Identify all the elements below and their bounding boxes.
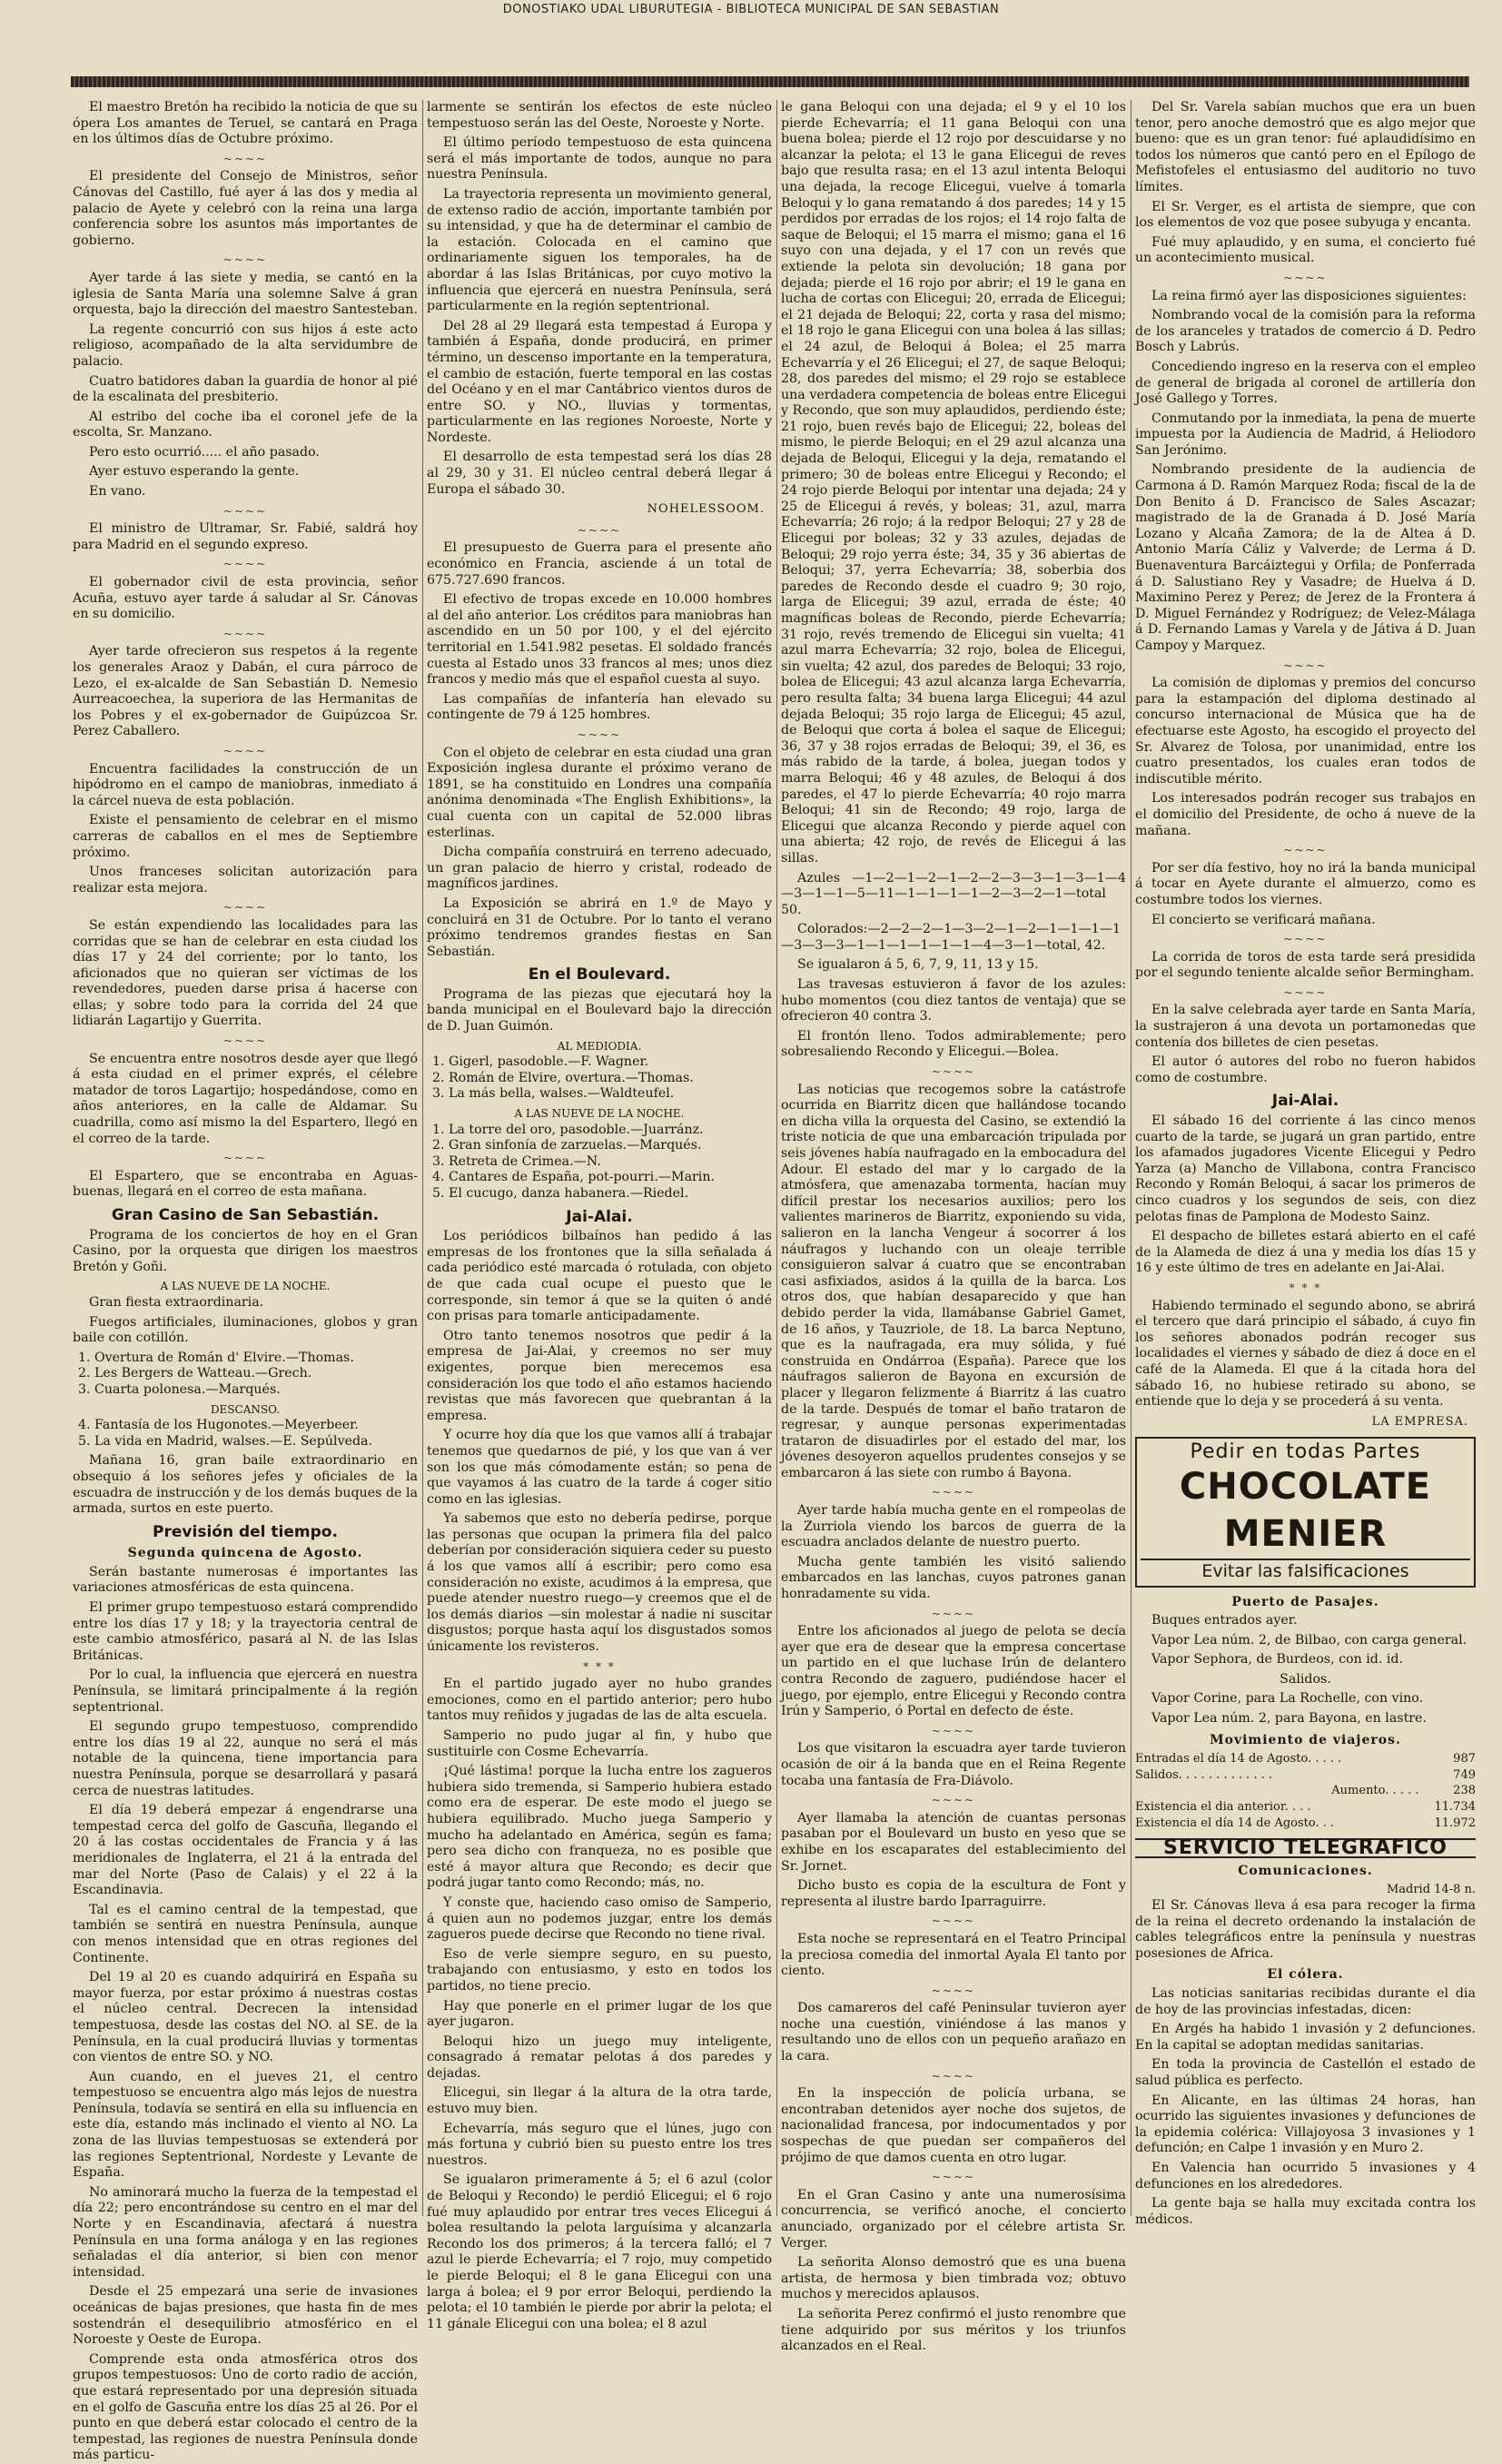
paragraph: Conmutando por la inmediata, la pena de muerte impuesta por la Audiencia de Madrid, á Heliodoro San Jerónimo. [1135,411,1476,458]
paragraph: Las travesas estuvieron á favor de los azules: hubo momentos (cou diez tantos de ventaja) que se ofrecieron 40 contra 3. [781,977,1126,1024]
paragraph: El presupuesto de Guerra para el presente año económico en Francia, asciende á un total de 675.727.690 francos. [427,540,772,588]
paragraph: Por lo cual, la influencia que ejercerá en nuestra Península, se limitará principalmente á la región septentrional. [73,1667,418,1715]
paragraph: El ministro de Ultramar, Sr. Fabié, saldrá hoy para Madrid en el segundo expreso. [73,521,418,552]
paragraph: Buques entrados ayer. [1151,1613,1298,1628]
row-value: 987 [1453,1752,1476,1766]
paragraph: Comprende esta onda atmosférica otros dos grupos tempestuosos: Uno de corto radio de acción, que estará representado por una depresión situada en el golfo de Gascuña entre los días 25 al 26. Por el punto en que deberá estar colocado el centro de la tempestad, las regiones de nuestra Península donde más particu- [73,2351,418,2463]
program-list [73,1418,418,1450]
row-value: 238 [1453,1784,1476,1798]
program-item: 1. Overtura de Román d' Elvire.—Thomas. [94,1351,418,1367]
travelers-table [1135,1751,1476,1831]
separator-flourish: ~~~~ [931,2171,976,2184]
paragraph: Concediendo ingreso en la reserva con el empleo de general de brigada al coronel de artillería don José Gallego y Torres. [1135,359,1476,407]
row-label: Existencia el dia anterior. . . . [1135,1800,1311,1815]
paragraph: Ayer tarde había mucha gente en el rompeolas de la Zurriola viendo los barcos de guerra de la escuadra anclados delante de nuestro puerto. [781,1503,1126,1550]
separator-flourish: * * * [1289,1281,1322,1294]
separator-flourish: ~~~~ [931,1794,976,1807]
paragraph: Las noticias que recogemos sobre la catástrofe ocurrida en Biarritz dicen que hallándose tocando en dicha villa la orquesta del Casino, se extendió la triste noticia de que una embarcación tripulada por seis jóvenes había naufragado en la embocadura del Adour. El estado del mar y lo cargado de la atmósfera, que amenazaba tormenta, hacían muy difícil prestar los necesarios auxilios; pero los valientes marineros de Biarritz, exponiendo su vida, salieron en la lancha Vengeur á socorrer á los náufragos y luchando con un oleaje terrible consiguieron salvar á cuatro que se encontraban casi asfixiados, asidos á la quilla de la barca. Los otros dos, que habían desaparecido y que han debido perder la vida, llamábanse Gabriel Gamet, de 16 años, y Tauzriole, de 18. La barca Neptuno, que es la naufragada, era muy sólida, y fué construida en Ondárroa (España). Parece que los náufragos salieron de Bayona en excursión de placer y llegaron felizmente á Biarritz á las cuatro de la tarde. Después de tomar el baño trataron de regresar, y aunque personas experimentadas trataron de disuadirles por el estado del mar, los jóvenes desoyeron aquellos prudentes consejos y se embarcaron á las siete con rumbo á Bayona. [781,1082,1126,1480]
paragraph: El Sr. Cánovas lleva á esa para recoger la firma de la reina el decreto ordenando la instalación de cables telegráficos entre la península y nuestras posesiones de Africa. [1135,1898,1476,1961]
separator-flourish: ~~~~ [931,1065,976,1079]
row-label: Aumento. . . . . [1331,1784,1419,1798]
program-list [427,1123,772,1202]
paragraph: Cuatro batidores daban la guardia de honor al pié de la escalinata del presbiterio. [73,373,418,405]
separator-flourish: ~~~~ [931,1984,976,1997]
paragraph: En Argés ha habido 1 invasión y 2 defunciones. En la capital se adoptan medidas sanitarias. [1135,2022,1476,2053]
program-item: 3. Cuarta polonesa.—Marqués. [94,1382,418,1399]
paragraph: Ayer llamaba la atención de cuantas personas pasaban por el Boulevard un busto en yeso que se exhibe en los escaparates del establecimiento del Sr. Jornet. [781,1810,1126,1874]
paragraph: En la inspección de policía urbana, se encontraban detenidos ayer noche dos sujetos, de nacionalidad francesa, por indocumentados y por sospechas de que puedan ser compañeros del prójimo de que damos cuenta en otro lugar. [781,2086,1126,2165]
paragraph: En la salve celebrada ayer tarde en Santa María, la sustrajeron á una devota un portamonedas que contenía dos billetes de cien pesetas. [1135,1003,1476,1050]
column-1 [73,100,418,2463]
paragraph: Del Sr. Varela sabían muchos que era un buen tenor, pero anoche demostró que es algo mejor que bueno: que es un gran tenor: fué aplaudidísimo en todos los números que cantó pero en el Epílogo de Mefistofeles el entusiasmo del auditorio no tuvo límites. [1135,100,1476,194]
paragraph: Por ser día festivo, hoy no irá la banda municipal á tocar en Ayete durante el almuerzo, como es costumbre todos los viernes. [1135,860,1476,907]
separator-flourish: ~~~~ [1283,271,1328,284]
paragraph: Vapor Corine, para La Rochelle, con vino. [1151,1691,1424,1707]
paragraph: Unos franceses solicitan autorización para realizar esta mejora. [73,865,418,896]
separator-flourish: ~~~~ [931,1915,976,1928]
section-heading-casino: Gran Casino de San Sebastián. [111,1206,380,1224]
column-3 [781,100,1126,2354]
section-heading-weather: Previsión del tiempo. [153,1522,338,1541]
paragraph: Elicegui, sin llegar á la altura de la otra tarde, estuvo muy bien. [427,2085,772,2117]
paragraph: El segundo grupo tempestuoso, comprendido entre los días 19 al 22, aunque no será el más notable de la quincena, tiene importancia para nuestra Península, porque se desarrollará y pasará cerca de nuestras latitudes. [73,1719,418,1798]
separator-flourish: ~~~~ [577,727,622,741]
paragraph: Mañana 16, gran baile extraordinario en obsequio á los señores jefes y oficiales de la escuadra de instrucción y de los demás buques de la armada, surtos en este puerto. [73,1453,418,1517]
program-item: 4. Fantasía de los Hugonotes.—Meyerbeer. [94,1418,418,1434]
row-value: 749 [1453,1767,1476,1782]
program-item: 5. La vida en Madrid, walses.—E. Sepúlveda. [94,1434,418,1450]
paragraph: En Alicante, en las últimas 24 horas, han ocurrido las siguientes invasiones y defunciones de la epidemia colérica: Villajoyosa 3 invasiones y 1 defunción; en Calpe 1 invasión y en Muro 2. [1135,2093,1476,2156]
paragraph: Ayer tarde ofrecieron sus respetos á la regente los generales Araoz y Dabán, el cura párroco de Lezo, el ex-alcalde de San Sebastián D. Nemesio Aurreacoechea, la superiora de las Hermanitas de los Pobres y el ex-gobernador de Guipúzcoa Sr. Perez Caballero. [73,644,418,739]
paragraph: Las noticias sanitarias recibidas durante el dia de hoy de las provincias infestadas, dicen: [1135,1985,1476,2017]
section-subheading: Segunda quincena de Agosto. [127,1546,363,1561]
paragraph: Los periódicos bilbaínos han pedido á las empresas de los frontones que la silla señalada á cada periódico esté marcada ó rotulada, con objeto de que cada cual ocupe el puesto que le corresponde, sin temor á que se la quiten ó andé con prisas para tomarle anticipadamente. [427,1229,772,1324]
paragraph: Samperio no pudo jugar al fin, y hubo que sustituirle con Cosme Echevarría. [427,1728,772,1759]
program-item: 1. La torre del oro, pasodoble.—Juarránz. [449,1123,772,1139]
paragraph: Tal es el camino central de la tempestad, que también se sentirá en nuestra Península, aunque con menos intensidad que en otras regiones del Continente. [73,1902,418,1965]
paragraph: Se igualaron á 5, 6, 7, 9, 11, 13 y 15. [797,957,1039,973]
paragraph: El frontón lleno. Todos admirablemente; pero sobresaliendo Recondo y Elicegui.—Bolea. [781,1028,1126,1060]
paragraph: El despacho de billetes estará abierto en el café de la Alameda de diez á una y media los días 15 y 16 y este último de tres en adelante en Jai-Alai. [1135,1229,1476,1276]
chocolate-menier-ad [1135,1437,1476,1587]
separator-flourish: ~~~~ [222,504,268,518]
paragraph: La señorita Alonso demostró que es una buena artista, de hermosa y bien timbrada voz; obtuvo muchos y merecidos aplausos. [781,2255,1126,2302]
paragraph: El Espartero, que se encontraba en Aguas-buenas, llegará en el correo de esta mañana. [73,1168,418,1200]
separator-flourish: ~~~~ [1283,985,1328,999]
paragraph: Los interesados podrán recoger sus trabajos en el domicilio del Presidente, de ocho á nueve de la mañana. [1135,791,1476,838]
paragraph: La Exposición se abrirá en 1.º de Mayo y concluirá en 31 de Octubre. Por lo tanto el verano próximo tendremos grandes fiestas en San Sebastián. [427,896,772,959]
paragraph: Hay que ponerle en el primer lugar de los que ayer jugaron. [427,1998,772,2030]
paragraph: Dos camareros del café Peninsular tuvieron ayer noche una cuestión, viniéndose á las manos y resultando uno de ellos con un pequeño arañazo en la cara. [781,2001,1126,2064]
paragraph: Gran fiesta extraordinaria. [89,1294,264,1310]
paragraph: Vapor Lea núm. 2, para Bayona, en lastre. [1151,1711,1427,1727]
section-heading-jaialai: Jai-Alai. [566,1207,633,1226]
program-item: 4. Cantares de España, pot-pourri.—Marin. [449,1170,772,1186]
section-heading-port: Puerto de Pasajes. [1231,1594,1379,1609]
paragraph: Ya sabemos que esto no debería pedirse, porque las personas que ocupan la primera fila del palco deberían por consideración siquiera ceder su puesto á los que vamos allí á escribir; pero como esa consideración no existe, acudimos á la empresa, que puede atender nuestro ruego—y creemos que el de los demás diarios —sin molestar á nadie ni suscitar disgustos; porque hasta aquí los disgustados somos únicamente los revisteros. [427,1511,772,1655]
column-2 [427,100,772,2331]
paragraph: Fuegos artificiales, iluminaciones, globos y gran baile con cotillón. [73,1314,418,1346]
paragraph: Vapor Sephora, de Burdeos, con id. id. [1151,1652,1404,1667]
paragraph: Otro tanto tenemos nosotros que pedir á la empresa de Jai-Alai, y creemos no ser muy exigentes, porque bien merecemos esa consideración los que todo el año estamos haciendo revistas que más favorecen que quebrantan á la empresa. [427,1328,772,1423]
ad-warning: Evitar las falsificaciones [1141,1559,1470,1580]
separator-flourish: ~~~~ [577,523,622,537]
separator-flourish: ~~~~ [222,1034,268,1048]
table-row [1135,1751,1476,1767]
separator-flourish: ~~~~ [222,253,268,267]
archive-header: DONOSTIAKO UDAL LIBURUTEGIA - BIBLIOTECA MUNICIPAL DE SAN SEBASTIAN [502,3,1000,16]
paragraph: Programa de los conciertos de hoy en el Gran Casino, por la orquesta que dirigen los maestros Bretón y Goñi. [73,1227,418,1274]
table-row [1135,1816,1476,1832]
paragraph: En toda la provincia de Castellón el estado de salud pública es perfecto. [1135,2057,1476,2088]
program-time: A LAS NUEVE DE LA NOCHE. [514,1107,685,1121]
separator-flourish: ~~~~ [222,152,268,165]
paragraph: La gente baja se halla muy excitada contra los médicos. [1135,2196,1476,2227]
paragraph: La comisión de diplomas y premios del concurso para la estampación del diploma destinado al concurso internacional de Música que ha de efectuarse este Agosto, ha escogido el proyecto del Sr. Alvarez de Tolosa, por unanimidad, entre los cuatro presentados, los cuales eran todos de indiscutible mérito. [1135,676,1476,787]
paragraph: La regente concurrió con sus hijos á este acto religioso, acompañado de la alta servidumbre de palacio. [73,322,418,369]
paragraph: Entre los aficionados al juego de pelota se decía ayer que era de desear que la empresa concertase un partido en el que luchase Irún de delantero contra Recondo de zaguero, pudiéndose hacer el juego, por ejemplo, entre Elicegui y Recondo contra Irún y Samperio, ó Portal en defecto de éste. [781,1624,1126,1719]
paragraph: Eso de verle siempre seguro, en su puesto, trabajando con entusiasmo, y esto en todos los partidos, no tiene precio. [427,1946,772,1994]
paragraph: Nombrando presidente de la audiencia de Carmona á D. Ramón Marquez Roda; fiscal de la de Don Benito á D. Francisco de Sales Ascazar; magistrado de la de Granada á D. José María Lozano y Alcaña Zamora; de la de Altea á D. Antonio María Cáliz y Valverde; de Lerma á D. Buenaventura Barcáiztegui y Orfila; de Ponferrada á D. Salustiano Rey y Vasadre; de Huelva á D. Maximino Perez y Perez; de Jerez de la Frontera á D. Miguel Fernández y Rodríguez; de Velez-Málaga á D. Fernando Lamas y Varela y de Játiva á D. Juan Campoy y Marquez. [1135,462,1476,653]
paragraph: El día 19 deberá empezar á engendrarse una tempestad cerca del golfo de Gascuña, llegando el 20 á las costas occidentales de Francia y á las meridionales de Inglaterra, el 21 á la entrada del mar del Norte (Paso de Calais) y el 22 á la Escandinavia. [73,1803,418,1898]
paragraph: Se encuentra entre nosotros desde ayer que llegó á esta ciudad en el primer exprés, el célebre matador de toros Lagartijo; hospedándose, como en años anteriores, en la calle de Aldamar. Su cuadrilla, como así mismo la del Espartero, llegó en el correo de la tarde. [73,1051,418,1146]
paragraph: Del 28 al 29 llegará esta tempestad á Europa y también á España, donde producirá, en primer término, un descenso importante en la temperatura, el cambio de estación, fuerte temporal en las costas del Océano y en el mar Cantábrico vientos duros de entre SO. y NO., lluvias y tormentas, particularmente en las regiones Noroeste, Norte y Nordeste. [427,318,772,445]
program-time: A LAS NUEVE DE LA NOCHE. [160,1280,331,1293]
separator-flourish: ~~~~ [222,1152,268,1165]
separator-flourish: ~~~~ [931,1724,976,1737]
program-list [427,1054,772,1103]
paragraph: Se están expendiendo las localidades para las corridas que se han de celebrar en esta ciudad los días 17 y 24 del corriente; por lo tanto, los aficionados que no quieran ser víctimas de los revendedores, pueden darse prisa á hacerse con ellas; y sobre todo para la corrida del 24 que lidiarán Lagartijo y Guerrita. [73,917,418,1029]
paragraph: Vapor Lea núm. 2, de Bilbao, con carga general. [1151,1632,1467,1648]
paragraph: Nombrando vocal de la comisión para la reforma de los aranceles y tratados de comercio á D. Pedro Bosch y Labrús. [1135,308,1476,355]
paragraph: Y conste que, haciendo caso omiso de Samperio, á quien aun no podemos juzgar, entre los demás zagueros puede decirse que Recondo no tiene rival. [427,1895,772,1943]
column-divider [776,100,777,2216]
section-heading-travelers: Movimiento de viajeros. [1210,1732,1401,1747]
column-4 [1135,100,1476,2225]
paragraph: Encuentra facilidades la construcción de un hipódromo en el campo de maniobras, inmediato á la cárcel nueva de esta población. [73,761,418,808]
row-label: Entradas el día 14 de Agosto. . . . . [1135,1752,1342,1766]
row-label: Existencia el día 14 de Agosto. . . [1135,1816,1335,1830]
separator-flourish: ~~~~ [222,744,268,757]
paragraph: Con el objeto de celebrar en esta ciudad una gran Exposición inglesa durante el próximo verano de 1891, se ha constituido en Londres una compañía anónima denominada «The English Exhibitions», la cual cuenta con un capital de 52.000 libras esterlinas. [427,745,772,840]
program-item: 5. El cucugo, danza habanera.—Riedel. [449,1186,772,1202]
paragraph: Las compañías de infantería han elevado su contingente de 79 á 125 hombres. [427,691,772,723]
program-break: DESCANSO. [210,1402,281,1416]
paragraph: Dicha compañía construirá en terreno adecuado, un gran palacio de hierro y cristal, rodeado de magníficos jardines. [427,845,772,892]
table-row [1135,1799,1476,1816]
dateline: Madrid 14-8 n. [1386,1883,1476,1897]
paragraph: La señorita Perez confirmó el justo renombre que tiene adquirido por sus méritos y los triunfos alcanzados en el Real. [781,2306,1126,2354]
program-time: AL MEDIODIA. [557,1039,642,1053]
masthead-rule [71,76,1469,87]
separator-flourish: ~~~~ [222,627,268,640]
paragraph: El Sr. Verger, es el artista de siempre, que con los elementos de voz que posee subyuga y encanta. [1135,199,1476,231]
section-heading-telegraph: SERVICIO TELEGRAFICO [1135,1838,1476,1858]
paragraph: Ayer tarde á las siete y media, se cantó en la iglesia de Santa María una solemne Salve á gran orquesta, bajo la dirección del maestro Santesteban. [73,270,418,318]
program-list [73,1351,418,1399]
paragraph: Salidos. [1280,1671,1331,1687]
separator-flourish: ~~~~ [1283,933,1328,946]
paragraph: En el Gran Casino y ante una numerosísima concurrencia, se verificó anoche, el concierto anunciado, organizado por el célebre artista Sr. Verger. [781,2187,1126,2251]
section-heading-boulevard: En el Boulevard. [528,965,671,985]
ad-tagline: Pedir en todas Partes [1190,1440,1421,1464]
paragraph: Del 19 al 20 es cuando adquirirá en España su mayor fuerza, por estar próximo á nuestras costas el núcleo central. Decrecen la intensidad tempestuosa, desde las costas del NO. al SE. de la Península, en la cual producirá lluvias y tormentas con vientos de entre SO. y NO. [73,1970,418,2065]
paragraph: El sábado 16 del corriente á las cinco menos cuarto de la tarde, se jugará un gran partido, entre los afamados jugadores Vicente Elicegui y Pedro Yarza (a) Mancho de Villabona, contra Francisco Recondo y Román Beloqui, á sacar los primeros de cinco cuadros y los segundos de seis, con diez pelotas finas de Pamplona de Modesto Sainz. [1135,1113,1476,1224]
program-item: 2. Les Bergers de Watteau.—Grech. [94,1366,418,1382]
paragraph: El efectivo de tropas excede en 10.000 hombres al del año anterior. Los créditos para maniobras han ascendido en un 50 por 100, y el del ejército territorial en 1.541.982 pesetas. El soldado francés cuesta al Estado unos 33 francos al mes; unos diez francos y medio más que el español cuesta al suyo. [427,592,772,688]
paragraph: Habiendo terminado el segundo abono, se abrirá el tercero que dará principio el sábado, á cuyo fin los señores abonados podrán recoger sus localidades el viernes y sábado de diez á doce en el café de la Alameda. El que á la citada hora del sábado 16, no hubiese retirado su abono, se entiende que lo deja y se procederá á su venta. [1135,1298,1476,1410]
paragraph: Programa de las piezas que ejecutará hoy la banda municipal en el Boulevard bajo la dirección de D. Juan Guimón. [427,986,772,1034]
row-value: 11.734 [1434,1800,1476,1815]
separator-flourish: ~~~~ [1283,844,1328,857]
separator-flourish: ~~~~ [222,558,268,571]
separator-flourish: ~~~~ [931,1486,976,1499]
paragraph: Azules —1—2—1—2—1—2—2—3—3—1—3—1—4—3—1—1—5—11—1—1—1—1—2—3—2—1—total 50. [781,870,1126,917]
paragraph: Fué muy aplaudido, y en suma, el concierto fué un acontecimiento musical. [1135,234,1476,266]
paragraph: Pero esto ocurrió..... el año pasado. [89,444,320,460]
ad-brand: MENIER [1223,1512,1388,1555]
paragraph: Al estribo del coche iba el coronel jefe de la escolta, Sr. Manzano. [73,409,418,440]
program-item: 3. Retreta de Crimea.—N. [449,1154,772,1171]
paragraph: Beloqui hizo un juego muy inteligente, consagrado á rematar pelotas á dos paredes y dejadas. [427,2034,772,2081]
paragraph: Colorados:—2—2—2—1—3—2—1—2—1—1—1—1—3—3—3—1—1—1—1—1—1—4—3—1—total, 42. [781,922,1121,953]
section-heading-jaialai: Jai-Alai. [1271,1092,1339,1111]
separator-flourish: ~~~~ [1283,658,1328,672]
row-label: Salidos. . . . . . . . . . . . . [1135,1767,1273,1782]
paragraph: Existe el pensamiento de celebrar en el mismo carreras de caballos en el mes de Septiembre próximo. [73,813,418,860]
table-row [1135,1767,1476,1784]
program-item: 1. Gigerl, pasodoble.—F. Wagner. [449,1054,772,1071]
paragraph: Ayer estuvo esperando la gente. [89,464,300,480]
paragraph: Esta noche se representará en el Teatro Principal la preciosa comedia del inmortal Ayala El tanto por ciento. [781,1931,1126,1979]
row-value: 11.972 [1434,1816,1476,1830]
paragraph: El presidente del Consejo de Ministros, señor Cánovas del Castillo, fué ayer á las dos y media al palacio de Ayete y celebró con la reina una larga conferencia sobre los asuntos más importantes de gobierno. [73,169,418,248]
section-subheading: El cólera. [1267,1967,1344,1983]
paragraph: En Valencia han ocurrido 5 invasiones y 4 defunciones en los alrededores. [1135,2160,1476,2192]
column-divider [422,100,423,2216]
section-subheading: Comunicaciones. [1238,1863,1373,1878]
paragraph: Dicho busto es copia de la escultura de Font y representa al ilustre bardo Iparraguirre. [781,1878,1126,1909]
paragraph: La trayectoria representa un movimiento general, de extenso radio de acción, importante también por su intensidad, y que ha de determinar el cambio de la estación. Colocada en el camino que ordinariamente siguen los temporales, ha de abordar á las Islas Británicas, por cuyo motivo la influencia que ejercerá en nuestra Península, será particularmente en la región septentrional. [427,186,772,314]
paragraph: El último período tempestuoso de esta quincena será el más importante de todos, aunque no para nuestra Península. [427,135,772,183]
paragraph: Y ocurre hoy día que los que vamos allí á trabajar tenemos que quedarnos de pié, y los que van á ver son los que más cómodamente están; so pena de que vayamos á las cuatro de la tarde á coger sitio como en las iglesias. [427,1428,772,1507]
program-item: 2. Gran sinfonía de zarzuelas.—Marqués. [449,1138,772,1154]
paragraph: ¡Qué lástima! porque la lucha entre los zagueros hubiera sido tremenda, si Samperio hubiera estado como era de esperar. De este modo el juego se hubiera equilibrado. Mucho juega Samperio y mucho ha adelantado en América, según es fama; pero sea dicho con franqueza, no es posible que esté á mayor altura que Recondo; es decir que podrá jugar tanto como Recondo; más, no. [427,1764,772,1891]
paragraph: El maestro Bretón ha recibido la noticia de que su ópera Los amantes de Teruel, se cantará en Praga en los últimos días de Octubre próximo. [73,100,418,147]
ad-brand: CHOCOLATE [1179,1465,1432,1508]
paragraph: Se igualaron primeramente á 5; el 6 azul (color de Beloqui y Recondo) le perdió Elicegui; el 6 rojo fué muy aplaudido por entrar tres veces Elicegui á bolea resultando la pelota larguísima y alcanzarla Recondo los dos primeros; á la tercera falló; el 7 azul le pierde Echevarría; el 7 rojo, muy competido le pierde Beloqui; el 8 le gana Elicegui con una larga á bolea; el 9 por error Beloqui, perdiendo la pelota; el 10 también le pierde por abrir la pelota; el 11 gánale Elicegui con una bolea; el 8 azul [427,2172,772,2331]
signature: NOHELESSOOM. [647,502,765,517]
program-item: 3. La más bella, walses.—Waldteufel. [449,1086,772,1103]
separator-flourish: ~~~~ [222,901,268,915]
paragraph: larmente se sentirán los efectos de este núcleo tempestuoso serán las del Oeste, Noroeste y Norte. [427,100,772,131]
program-item: 2. Román de Elvire, overtura.—Thomas. [449,1071,772,1087]
separator-flourish: * * * [583,1659,616,1673]
paragraph: El gobernador civil de esta provincia, señor Acuña, estuvo ayer tarde á saludar al Sr. Cánovas en su domicilio. [73,575,418,622]
paragraph: El autor ó autores del robo no fueron habidos como de costumbre. [1135,1054,1476,1085]
paragraph: Serán bastante numerosas é importantes las variaciones atmosféricas de esta quincena. [73,1564,418,1596]
paragraph: El concierto se verificará mañana. [1151,912,1376,927]
signature: LA EMPRESA. [1371,1414,1468,1429]
paragraph: Los que visitaron la escuadra ayer tarde tuvieron ocasión de oir á la banda que en el Reina Regente tocaba una fantasía de Fra-Diávolo. [781,1741,1126,1788]
table-row [1135,1783,1476,1799]
paragraph: La corrida de toros de esta tarde será presidida por el segundo teniente alcalde señor Bermingham. [1135,949,1476,981]
separator-flourish: ~~~~ [931,2069,976,2083]
separator-flourish: ~~~~ [931,1607,976,1620]
paragraph: En vano. [89,484,146,500]
paragraph: En el partido jugado ayer no hubo grandes emociones, como en el partido anterior; pero hubo tantos muy reñidos y jugadas de las de alta escuela. [427,1677,772,1724]
paragraph: La reina firmó ayer las disposiciones siguientes: [1151,288,1467,303]
paragraph: Echevarría, más seguro que el lúnes, jugo con más fortuna y cubrió bien su puesto entre los tres nuestros. [427,2121,772,2168]
paragraph: Aun cuando, en el jueves 21, el centro tempestuoso se encuentra algo más lejos de nuestra Península, todavía se sentirá en ella su influencia en este día, estando más inclinado el viento al NO. La zona de las lluvias tempestuosas se extenderá por las regiones Septentrional, Nordeste y Levante de España. [73,2069,418,2181]
paragraph: El desarrollo de esta tempestad será los días 28 al 29, 30 y 31. El núcleo central deberá llegar á Europa el sábado 30. [427,450,772,497]
paragraph: Desde el 25 empezará una serie de invasiones oceánicas de bajas presiones, que hasta fin de mes sostendrán el desequilibrio atmosférico en el Noroeste y Oeste de Europa. [73,2284,418,2348]
paragraph: le gana Beloqui con una dejada; el 9 y el 10 los pierde Echevarría; el 11 gana Beloqui con una buena bolea; pierde el 12 rojo por descuidarse y no alcanzar la pelota; el 13 le gana Elicegui de reves bajo que resulta rasa; en el 13 azul intenta Beloqui una dejada, la recoge Elicegui, vuelve á tomarla Beloqui y lo gana rematando á dos paredes; 14 y 15 perdidos por erradas de los rojos; el 14 rojo falta de saque de Beloqui; el 15 marra el mismo; gana el 16 suyo con una dejada, y el 17 con un revés que extiende la pelota sin devolución; 18 gana por dejada; pierde el 16 rojo por abrir; el 19 le gana en lucha de cortas con Elicegui; 20, errada de Elicegui; el 21 dejada de Beloqui; 22, corta y rasa del mismo; el 18 rojo le gana Elicegui con una bolea á las sillas; el 24 azul, de Beloqui á Bolea; el 25 marra Echevarría y el 26 Elicegui; el 27, de saque Beloqui; 28, dos paredes del mismo; el 29 rojo se establece una verdadera competencia de boleas entre Elicegui y Recondo, que son muy aplaudidos, perdiendo éste; 21 rojo, buen revés bajo de Elicegui; 22, boleas del mismo, le pierde Beloqui; en el 29 azul alcanza una dejada de Beloqui, Elicegui y la deja, rematando el primero; 30 de boleas entre Elicegui y Recondo; el 24 rojo pierde Beloqui por intentar una dejada; 24 y 25 de Elicegui á revés, y boleas; 31, azul, marra Echevarría; 26 rojo; á la redpor Beloqui; 27 y 28 de Elicegui por boleas; 32 y 33 azules, dejadas de Beloqui; 29 rojo yerra éste; 34, 35 y 36 abiertas de Beloqui; 37, yerra Echevarría; 38, soberbia dos paredes de Recondo desde el cuadro 9; 30 rojo, larga de Elicegui; 39 azul, errada de éste; 40 magníficas boleas de Recondo, pierde Echevarría; 31 rojo, revés tremendo de Elicegui sin vuelta; 41 azul marra Echevarría; 32 rojo, bolea de Elicegui, sin vuelta; 42 azul, dos paredes de Beloqui; 33 rojo, bolea de Elicegui; 43 azul alcanza larga Echevarría, pero resulta falta; 34 buena larga Elicegui; 44 azul dejada Beloqui; 35 rojo larga de Elicegui; 45 azul, de Beloqui que corta á bolea el saque de Elicegui; 36, 37 y 38 rojos erradas de Beloqui; 39, el 36, es más rabido de la tarde, á bolea, juegan todos y marra Beloqui; 46 y 48 azules, de Beloqui á dos paredes, el 47 lo pierde Echevarría; 40 rojo marra Beloqui; 41 sin de Recondo; 49 rojo, larga de Elicegui que alcanza Recondo y pierde aquel con una abierta; 42 rojo, de revés de Elicegui á las sillas. [781,100,1126,866]
paragraph: Mucha gente también les visitó saliendo embarcados en las lanchas, cuyos patrones ganan honradamente su vida. [781,1554,1126,1602]
paragraph: No aminorará mucho la fuerza de la tempestad el día 22; pero encontrándose su centro en el mar del Norte y en Escandinavia, afectará á nuestra Península en una forma análoga y en las regiones señaladas el día anterior, si bien con menor intensidad. [73,2184,418,2280]
paragraph: El primer grupo tempestuoso estará comprendido entre los días 17 y 18; y la trayectoria central de este cambio atmosférico, pasará al N. de las Islas Británicas. [73,1600,418,1663]
